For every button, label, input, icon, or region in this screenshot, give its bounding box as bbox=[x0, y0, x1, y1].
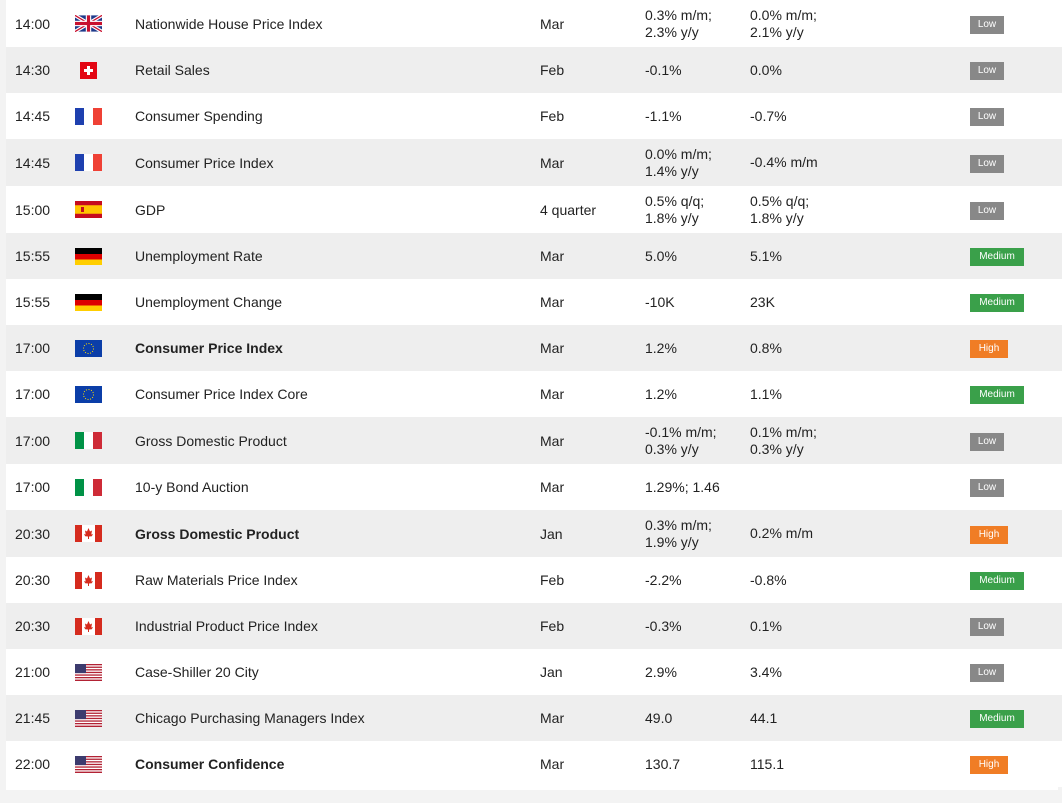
actual-line: 2.9% bbox=[645, 663, 677, 680]
event-name[interactable]: Consumer Price Index bbox=[135, 154, 274, 171]
actual-line: 1.9% y/y bbox=[645, 533, 699, 550]
table-row bbox=[6, 279, 1062, 325]
actual-line: -1.1% bbox=[645, 107, 682, 124]
impact-badge: High bbox=[970, 526, 1008, 544]
table-row bbox=[6, 417, 1062, 464]
event-period: Mar bbox=[540, 294, 565, 310]
actual-line: 0.3% m/m; bbox=[645, 516, 712, 533]
event-time: 14:00 bbox=[15, 15, 51, 32]
impact-badge: Medium bbox=[970, 386, 1024, 404]
event-name[interactable]: Industrial Product Price Index bbox=[135, 618, 318, 634]
impact-badge: Low bbox=[970, 664, 1004, 682]
event-name[interactable]: Unemployment Rate bbox=[135, 248, 263, 264]
eu-flag-icon bbox=[75, 386, 102, 403]
actual-line: 1.4% y/y bbox=[645, 162, 699, 179]
event-time: 15:55 bbox=[15, 248, 51, 264]
table-row bbox=[6, 741, 1062, 787]
event-time: 15:00 bbox=[15, 201, 51, 218]
impact-badge: Low bbox=[970, 16, 1004, 34]
event-time: 17:00 bbox=[15, 479, 51, 495]
table-row bbox=[6, 557, 1062, 603]
previous-line: -0.8% bbox=[750, 571, 787, 588]
previous-line: 0.0% m/m; bbox=[750, 6, 817, 23]
table-row bbox=[6, 510, 1062, 557]
event-time: 14:45 bbox=[15, 108, 51, 124]
event-name[interactable]: Consumer Price Index bbox=[135, 340, 283, 356]
previous-line: 0.1% m/m; bbox=[750, 423, 817, 440]
eu-flag-icon bbox=[75, 340, 102, 357]
table-row bbox=[6, 603, 1062, 649]
impact-badge: Low bbox=[970, 618, 1004, 636]
event-name[interactable]: Consumer Confidence bbox=[135, 756, 285, 772]
event-time: 20:30 bbox=[15, 572, 51, 588]
event-previous bbox=[750, 93, 970, 139]
actual-line: 1.2% bbox=[645, 339, 677, 356]
event-previous bbox=[750, 741, 970, 787]
event-actual bbox=[645, 279, 750, 325]
previous-line: 0.3% y/y bbox=[750, 440, 804, 457]
table-row bbox=[6, 186, 1062, 233]
event-previous bbox=[750, 649, 970, 695]
event-previous bbox=[750, 510, 970, 557]
event-period: Feb bbox=[540, 618, 565, 634]
event-actual bbox=[645, 233, 750, 279]
event-time: 17:00 bbox=[15, 386, 51, 402]
event-period: Mar bbox=[540, 154, 565, 171]
event-name[interactable]: Nationwide House Price Index bbox=[135, 15, 323, 32]
table-row bbox=[6, 139, 1062, 186]
event-actual bbox=[645, 603, 750, 649]
event-time: 17:00 bbox=[15, 432, 51, 449]
previous-line: 3.4% bbox=[750, 663, 782, 680]
table-row bbox=[6, 649, 1062, 695]
event-actual bbox=[645, 186, 750, 233]
impact-badge: High bbox=[970, 756, 1008, 774]
event-name[interactable]: Consumer Spending bbox=[135, 108, 263, 124]
event-period: Feb bbox=[540, 62, 565, 78]
table-row bbox=[6, 464, 1062, 510]
actual-line: 5.0% bbox=[645, 247, 677, 264]
event-actual bbox=[645, 510, 750, 557]
event-actual bbox=[645, 325, 750, 371]
event-previous bbox=[750, 0, 970, 47]
actual-line: -0.1% m/m; bbox=[645, 423, 717, 440]
event-actual bbox=[645, 557, 750, 603]
uk-flag-icon bbox=[75, 15, 102, 32]
previous-line: 5.1% bbox=[750, 247, 782, 264]
events-table bbox=[6, 0, 1062, 787]
canada-flag-icon bbox=[75, 618, 102, 635]
previous-line: -0.7% bbox=[750, 107, 787, 124]
actual-line: -2.2% bbox=[645, 571, 682, 588]
event-previous bbox=[750, 417, 970, 464]
event-actual bbox=[645, 464, 750, 510]
event-time: 14:45 bbox=[15, 154, 51, 171]
table-row bbox=[6, 371, 1062, 417]
spain-flag-icon bbox=[75, 201, 102, 218]
previous-line: 1.8% y/y bbox=[750, 209, 804, 226]
table-row bbox=[6, 695, 1062, 741]
event-period: Jan bbox=[540, 525, 563, 542]
actual-line: 0.3% y/y bbox=[645, 440, 699, 457]
event-name[interactable]: Gross Domestic Product bbox=[135, 525, 300, 542]
usa-flag-icon bbox=[75, 756, 102, 773]
event-time: 20:30 bbox=[15, 525, 51, 542]
event-previous bbox=[750, 603, 970, 649]
event-previous bbox=[750, 279, 970, 325]
previous-line: 2.1% y/y bbox=[750, 23, 804, 40]
event-period: Mar bbox=[540, 710, 565, 726]
event-name[interactable]: Consumer Price Index Core bbox=[135, 386, 308, 402]
event-previous bbox=[750, 47, 970, 93]
event-previous bbox=[750, 695, 970, 741]
event-actual bbox=[645, 47, 750, 93]
previous-line: 1.1% bbox=[750, 385, 782, 402]
event-actual bbox=[645, 417, 750, 464]
event-name[interactable]: Chicago Purchasing Managers Index bbox=[135, 710, 365, 726]
event-previous bbox=[750, 557, 970, 603]
event-name[interactable]: Raw Materials Price Index bbox=[135, 572, 298, 588]
usa-flag-icon bbox=[75, 664, 102, 681]
table-row bbox=[6, 325, 1062, 371]
impact-badge: Medium bbox=[970, 710, 1024, 728]
impact-badge: Low bbox=[970, 433, 1004, 451]
event-period: Mar bbox=[540, 756, 565, 772]
previous-line: 0.2% m/m bbox=[750, 525, 814, 541]
event-previous bbox=[750, 371, 970, 417]
actual-line: 1.8% y/y bbox=[645, 209, 699, 226]
impact-badge: Medium bbox=[970, 572, 1024, 590]
event-time: 21:00 bbox=[15, 664, 51, 680]
actual-line: -10K bbox=[645, 293, 675, 310]
event-actual bbox=[645, 649, 750, 695]
event-name[interactable]: Retail Sales bbox=[135, 62, 210, 78]
event-actual bbox=[645, 93, 750, 139]
impact-badge: Low bbox=[970, 202, 1004, 220]
event-actual bbox=[645, 741, 750, 787]
event-period: Mar bbox=[540, 479, 565, 495]
previous-line: 0.1% bbox=[750, 617, 782, 634]
event-actual bbox=[645, 371, 750, 417]
event-previous bbox=[750, 464, 970, 510]
italy-flag-icon bbox=[75, 432, 102, 449]
event-time: 17:00 bbox=[15, 340, 51, 356]
event-name[interactable]: 10-y Bond Auction bbox=[135, 479, 249, 495]
event-name[interactable]: GDP bbox=[135, 201, 166, 218]
previous-line: 23K bbox=[750, 293, 775, 310]
actual-line: 2.3% y/y bbox=[645, 23, 699, 40]
previous-line: 0.8% bbox=[750, 339, 782, 356]
actual-line: -0.3% bbox=[645, 617, 682, 634]
table-row bbox=[6, 47, 1062, 93]
previous-line: 0.0% bbox=[750, 61, 782, 78]
event-time: 21:45 bbox=[15, 710, 51, 726]
event-actual bbox=[645, 139, 750, 186]
table-row bbox=[6, 0, 1062, 47]
event-period: Mar bbox=[540, 386, 565, 402]
actual-line: -0.1% bbox=[645, 61, 682, 78]
actual-line: 130.7 bbox=[645, 755, 681, 772]
event-period: Mar bbox=[540, 248, 565, 264]
previous-line: 0.5% q/q; bbox=[750, 192, 810, 209]
event-period: Jan bbox=[540, 664, 563, 680]
impact-badge: High bbox=[970, 340, 1008, 358]
event-name[interactable]: Gross Domestic Product bbox=[135, 432, 287, 449]
event-period: 4 quarter bbox=[540, 201, 597, 218]
event-previous bbox=[750, 139, 970, 186]
economic-calendar bbox=[6, 0, 1058, 790]
actual-line: 0.0% m/m; bbox=[645, 145, 712, 162]
impact-badge: Low bbox=[970, 62, 1004, 80]
france-flag-icon bbox=[75, 108, 102, 125]
event-period: Mar bbox=[540, 15, 565, 32]
event-time: 22:00 bbox=[15, 756, 51, 772]
actual-line: 1.2% bbox=[645, 385, 677, 402]
event-name[interactable]: Unemployment Change bbox=[135, 294, 283, 310]
usa-flag-icon bbox=[75, 710, 102, 727]
actual-line: 0.5% q/q; bbox=[645, 192, 705, 209]
canada-flag-icon bbox=[75, 572, 102, 589]
canada-flag-icon bbox=[75, 525, 102, 542]
france-flag-icon bbox=[75, 154, 102, 171]
impact-badge: Low bbox=[970, 155, 1004, 173]
event-period: Feb bbox=[540, 108, 565, 124]
event-previous bbox=[750, 233, 970, 279]
event-period: Feb bbox=[540, 572, 565, 588]
event-time: 20:30 bbox=[15, 618, 51, 634]
germany-flag-icon bbox=[75, 294, 102, 311]
event-actual bbox=[645, 0, 750, 47]
actual-line: 0.3% m/m; bbox=[645, 6, 712, 23]
impact-badge: Low bbox=[970, 479, 1004, 497]
event-period: Mar bbox=[540, 340, 565, 356]
table-row bbox=[6, 93, 1062, 139]
event-period: Mar bbox=[540, 432, 565, 449]
event-time: 15:55 bbox=[15, 294, 51, 310]
actual-line: 1.29%; 1.46 bbox=[645, 478, 720, 495]
italy-flag-icon bbox=[75, 479, 102, 496]
previous-line: -0.4% m/m bbox=[750, 154, 818, 170]
table-row bbox=[6, 233, 1062, 279]
impact-badge: Low bbox=[970, 108, 1004, 126]
switzerland-flag-icon bbox=[75, 62, 102, 79]
germany-flag-icon bbox=[75, 248, 102, 265]
event-previous bbox=[750, 325, 970, 371]
event-time: 14:30 bbox=[15, 62, 51, 78]
actual-line: 49.0 bbox=[645, 709, 673, 726]
impact-badge: Medium bbox=[970, 294, 1024, 312]
event-previous bbox=[750, 186, 970, 233]
previous-line: 115.1 bbox=[750, 755, 784, 772]
event-name[interactable]: Case-Shiller 20 City bbox=[135, 664, 259, 680]
previous-line: 44.1 bbox=[750, 709, 778, 726]
impact-badge: Medium bbox=[970, 248, 1024, 266]
event-actual bbox=[645, 695, 750, 741]
